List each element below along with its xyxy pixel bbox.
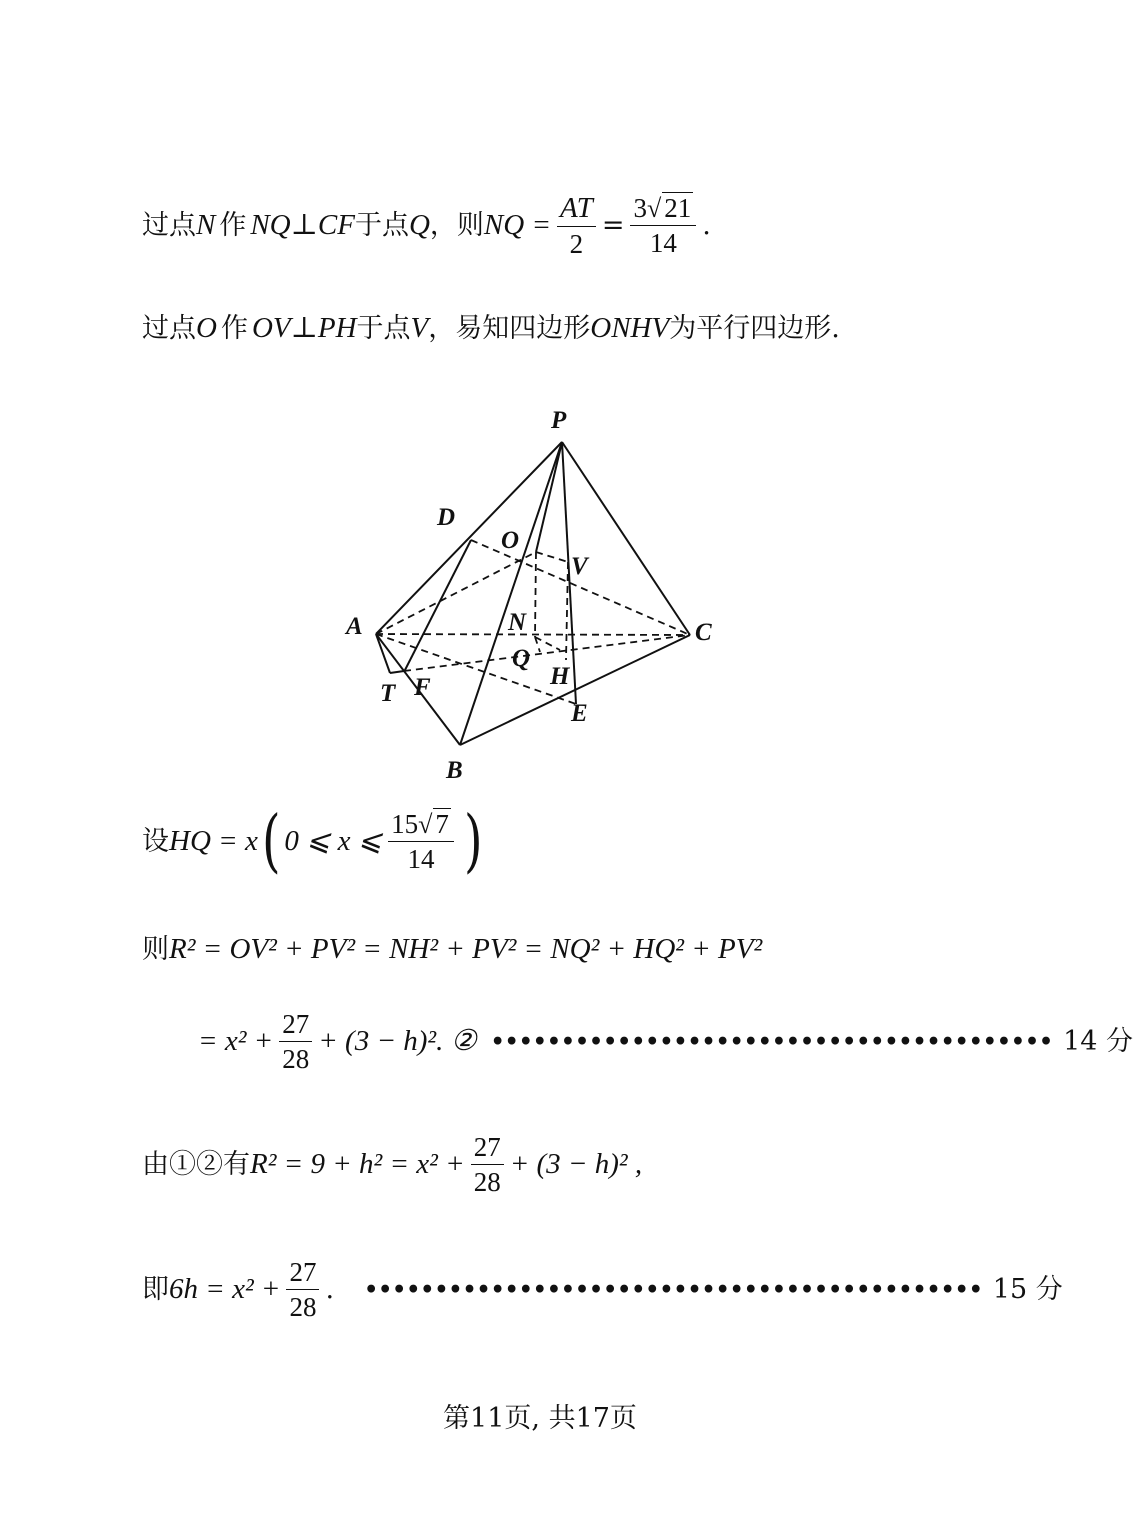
edge-AT [376, 634, 390, 673]
denominator: 28 [473, 1167, 501, 1198]
fraction-27-over-28 [286, 1258, 319, 1322]
edge-PC [562, 442, 690, 635]
fraction-15sqrt7-over-14 [388, 810, 454, 874]
label-V: V [571, 553, 588, 580]
text: 作 [220, 313, 248, 344]
page-footer: 第11页, 共17页 [443, 1403, 637, 1434]
dot-leader: •••••••••••••••••••••••••••••••••••••••••••• [364, 1276, 983, 1303]
denominator: 2 [569, 229, 584, 260]
expr-r-squared-chain: R² = OV² + PV² = NH² + PV² = NQ² + HQ² + PV² [169, 933, 763, 965]
numerator: 27 [471, 1133, 504, 1165]
numerator [630, 194, 696, 226]
label-Q: Q [512, 645, 531, 672]
coefficient: 15 [391, 809, 419, 839]
expr-tail: + (3 − h)². ② [318, 1025, 477, 1058]
expr-lead: R² = 9 + h² = x² + [250, 1148, 465, 1181]
text: 于点 [354, 210, 409, 242]
text: 作 [219, 210, 247, 242]
numerator: AT [557, 193, 596, 227]
pyramid-figure [330, 395, 750, 790]
label-N: N [508, 609, 527, 636]
radical-sign: √ [418, 810, 433, 839]
fraction-27-over-28 [279, 1010, 312, 1074]
var-V: V [410, 312, 429, 344]
expr-hq-eq-x: HQ = x [169, 825, 258, 858]
edge-PA [376, 442, 562, 634]
var-Q: Q [408, 209, 430, 242]
text: 即 [142, 1274, 169, 1306]
right-paren: ) [463, 802, 483, 882]
label-O: O [501, 527, 520, 554]
solution-line-1 [142, 193, 711, 259]
period: . [325, 1274, 335, 1306]
edge-TF [390, 671, 404, 673]
label-C: C [695, 619, 712, 646]
expr-nq-eq: NQ = [483, 209, 552, 242]
edge-PB [460, 442, 562, 745]
score-label: 14 分 [1063, 1026, 1133, 1058]
label-E: E [571, 700, 588, 727]
label-D: D [437, 504, 456, 531]
text: 于点 [356, 313, 411, 344]
label-F: F [414, 674, 431, 701]
period: . [702, 210, 711, 242]
var-O: O [196, 312, 217, 344]
equals-sign: = [601, 210, 625, 242]
expr-lead: 6h = x² + [169, 1273, 281, 1306]
denominator: 14 [649, 228, 677, 259]
label-H: H [550, 663, 570, 690]
solution-line-3 [142, 802, 486, 882]
solution-line-7 [142, 1258, 1063, 1322]
label-P: P [551, 407, 567, 434]
text: 为平行四边形. [669, 313, 840, 344]
edge-BC [460, 635, 690, 745]
left-paren: ( [261, 802, 281, 882]
numerator: 27 [286, 1258, 319, 1290]
text: 过点 [142, 210, 196, 242]
expr-nq-perp-cf: NQ⊥CF [250, 209, 355, 242]
expr-ov-perp-ph: OV⊥PH [251, 312, 357, 344]
expr-lead: = x² + [198, 1025, 274, 1058]
coefficient: 3 [633, 193, 647, 224]
dot-leader: •••••••••••••••••••••••••••••••••••••••• [490, 1028, 1054, 1055]
text: 则 [142, 934, 169, 965]
edge-DF [404, 540, 471, 672]
edge-FC [404, 635, 690, 671]
text: 过点 [142, 313, 196, 344]
text: 设 [142, 826, 169, 858]
expr-range: 0 ⩽ x ⩽ [284, 825, 383, 858]
solution-line-5 [198, 1010, 1133, 1074]
edge-VH [566, 562, 568, 660]
fraction-3sqrt21-over-14 [630, 194, 696, 258]
expr-tail: + (3 − h)² , [509, 1148, 643, 1181]
radicand: 7 [435, 809, 449, 839]
edge-NH [535, 637, 560, 650]
label-T: T [380, 680, 396, 707]
edge-PO [536, 442, 562, 552]
numerator: 27 [279, 1010, 312, 1042]
denominator: 14 [407, 844, 435, 875]
fraction-27-over-28 [471, 1133, 504, 1197]
edge-ON [535, 552, 536, 637]
text: 由①②有 [142, 1149, 250, 1181]
label-A: A [346, 613, 363, 640]
quad-onhv: ONHV [590, 312, 670, 344]
edge-OV [536, 552, 568, 562]
denominator: 28 [289, 1292, 317, 1323]
numerator [388, 810, 454, 842]
radicand: 21 [664, 193, 692, 224]
var-N: N [196, 209, 216, 242]
solution-line-4 [142, 935, 762, 964]
fraction-at-over-2 [557, 193, 596, 259]
solution-line-2 [142, 314, 840, 343]
solution-line-6 [142, 1133, 642, 1197]
text: ，则 [429, 210, 484, 242]
label-B: B [446, 757, 463, 784]
text: ，易知四边形 [428, 313, 591, 344]
radical-sign: √ [646, 194, 662, 224]
score-label: 15 分 [992, 1274, 1063, 1306]
denominator: 28 [282, 1044, 310, 1075]
